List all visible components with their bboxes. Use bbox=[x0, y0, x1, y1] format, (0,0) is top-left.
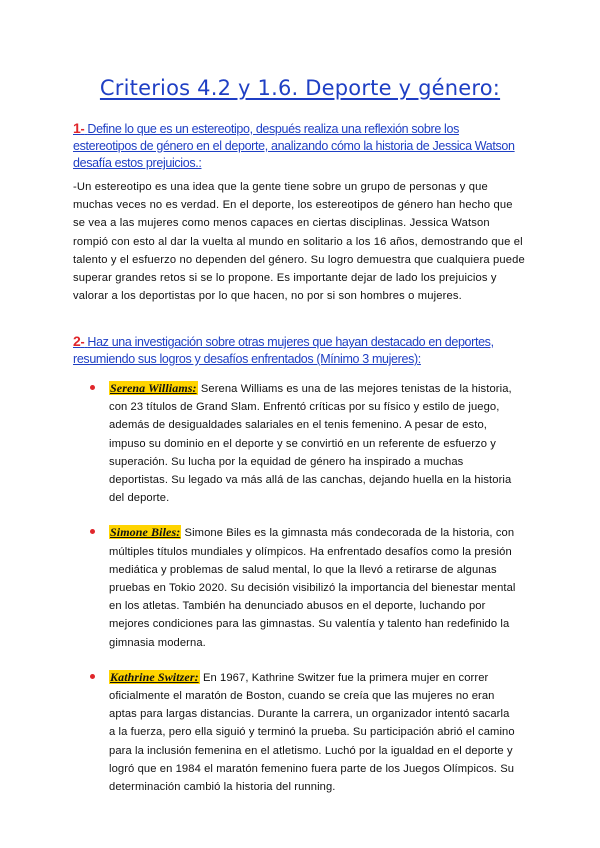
athlete-name: Simone Biles: bbox=[110, 525, 181, 540]
question-1 bbox=[73, 120, 523, 172]
bullet-icon bbox=[90, 385, 95, 390]
question-2-text: Haz una investigación sobre otras mujeres que hayan destacado en deportes, resumiendo sus logros y desafíos enfrentados (Mínimo 3 mujeres): bbox=[73, 335, 494, 366]
list-item bbox=[90, 379, 518, 507]
list-item bbox=[90, 523, 518, 651]
athlete-summary: Simone Biles es la gimnasta más condecorada de la historia, con múltiples títulos mundiales y olímpicos. Ha enfrentado desafíos como la presión mediática y problemas de salud mental, lo que la llevó a retirarse de algunas pruebas en Tokio 2020. Su decisión visibilizó la importancia del bienestar mental en los atletas. También ha denunciado abusos en el deporte, luchando por mejores condiciones para las gimnastas. Su valentía y talento han redefinido la gimnasia moderna. bbox=[109, 527, 516, 649]
question-2-dash: - bbox=[80, 335, 85, 349]
athlete-summary: En 1967, Kathrine Switzer fue la primera mujer en correr oficialmente el maratón de Boston, cuando se creía que las mujeres no eran aptas para largas distancias. Durante la carrera, un organizador intentó sacarla a la fuerza, pero ella siguió y terminó la prueba. Su participación abrió el camino para la inclusión femenina en el atletismo. Luchó por la igualdad en el deporte y logró que en 1984 el maratón femenino fuera parte de los Juegos Olímpicos. Su determinación cambió la historia del running. bbox=[109, 671, 515, 794]
bullet-icon bbox=[90, 674, 95, 679]
question-1-number: 1 bbox=[73, 120, 81, 136]
list-item bbox=[90, 668, 518, 796]
question-1-text: Define lo que es un estereotipo, después realiza una reflexión sobre los estereotipos de género en el deporte, analizando cómo la historia de Jessica Watson desafía estos prejuicios.: bbox=[73, 122, 515, 170]
question-1-dash: - bbox=[80, 122, 85, 136]
question-2-number: 2 bbox=[73, 333, 81, 349]
athlete-summary: Serena Williams es una de las mejores tenistas de la historia, con 23 títulos de Grand Slam. Enfrentó críticas por su físico y estilo de juego, además de desigualdades salariales en el tenis femenino. A pesar de esto, impuso su dominio en el deporte y se convirtió en un referente de esfuerzo y superación. Su lucha por la equidad de género ha inspirado a muchas deportistas. Su legado va más allá de las canchas, dejando huella en la historia del deporte. bbox=[109, 383, 512, 505]
question-2 bbox=[73, 333, 523, 368]
answer-1-paragraph: -Un estereotipo es una idea que la gente tiene sobre un grupo de personas y que muchas veces no es verdad. En el deporte, los estereotipos de género han hecho que se vea a las mujeres como menos capaces en ciertas disciplinas. Jessica Watson rompió con esto al dar la vuelta al mundo en solitario a los 16 años, demostrando que el talento y el esfuerzo no dependen del género. Su logro demuestra que cualquiera puede superar grandes retos si se lo propone. Es importante dejar de lado los prejuicios y valorar a los deportistas por lo que hacen, no por si son hombres o mujeres. bbox=[73, 181, 525, 303]
athlete-list bbox=[90, 379, 518, 812]
bullet-icon bbox=[90, 529, 95, 534]
athlete-name: Kathrine Switzer: bbox=[110, 669, 199, 684]
athlete-name: Serena Williams: bbox=[110, 381, 197, 395]
page-title: Criterios 4.2 y 1.6. Deporte y género: bbox=[99, 76, 501, 100]
